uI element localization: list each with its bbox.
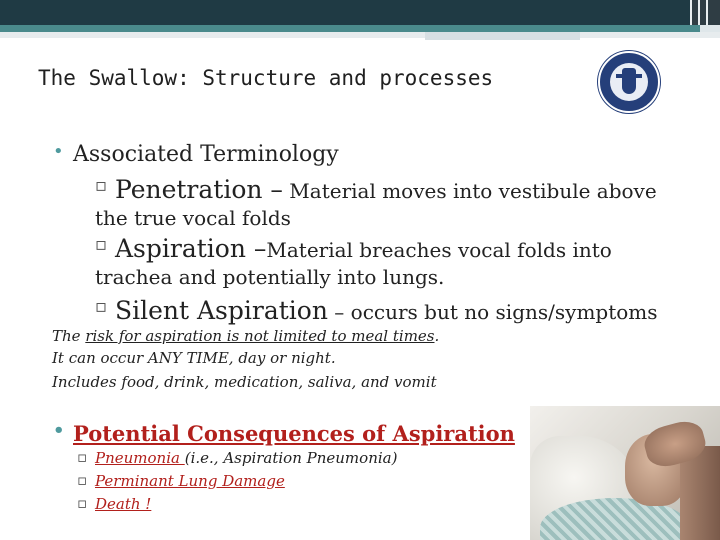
term-continuation: trachea and potentially into lungs.: [95, 265, 445, 289]
header-bar-segment: [0, 0, 690, 25]
seal-emblem: [610, 63, 648, 101]
consequence-detail: (i.e., Aspiration Pneumonia): [184, 449, 398, 467]
patient-photo: [530, 406, 720, 540]
consequence-item: [95, 495, 151, 513]
consequence-item: [95, 472, 285, 490]
term-continuation: the true vocal folds: [95, 206, 291, 230]
header-bar-light: [0, 32, 720, 38]
note-line: [52, 327, 439, 345]
term-name: Aspiration –: [115, 234, 267, 263]
associated-terminology-heading: • Associated Terminology: [73, 142, 339, 167]
term-definition: – occurs but no signs/symptoms: [327, 300, 658, 324]
header-bar-notch: [425, 32, 580, 40]
note-text: The: [52, 327, 86, 345]
university-seal-logo: [598, 51, 660, 113]
term-name: Penetration –: [115, 175, 283, 204]
term-definition: Material moves into vestibule above: [282, 179, 657, 203]
term-definition: Material breaches vocal folds into: [266, 238, 612, 262]
note-line: Includes food, drink, medication, saliva, and vomit: [52, 373, 437, 391]
header-bar-dark: [0, 0, 720, 25]
consequence-item: [95, 449, 397, 467]
consequences-heading: • Potential Consequences of Aspiration: [73, 421, 515, 446]
note-emphasis: risk for aspiration is not limited to meal times: [85, 327, 435, 345]
consequence-label: Death !: [95, 495, 152, 513]
header-bar-gap: [700, 25, 720, 32]
term-silent-aspiration: [115, 296, 658, 325]
term-name: Silent Aspiration: [115, 296, 328, 325]
header-bar-divider: [690, 0, 692, 25]
term-penetration: [115, 175, 657, 204]
header-bar-divider: [698, 0, 700, 25]
consequence-label: Perminant Lung Damage: [95, 472, 285, 490]
term-aspiration: [115, 234, 612, 263]
note-line: It can occur ANY TIME, day or night.: [52, 349, 336, 367]
note-text: .: [434, 327, 440, 345]
slide-title: The Swallow: Structure and processes: [38, 66, 494, 90]
header-bar-accent: [0, 25, 720, 32]
consequence-label: Pneumonia: [95, 449, 185, 467]
header-bar-divider: [706, 0, 708, 25]
header-bar-segment-right: [690, 0, 720, 25]
